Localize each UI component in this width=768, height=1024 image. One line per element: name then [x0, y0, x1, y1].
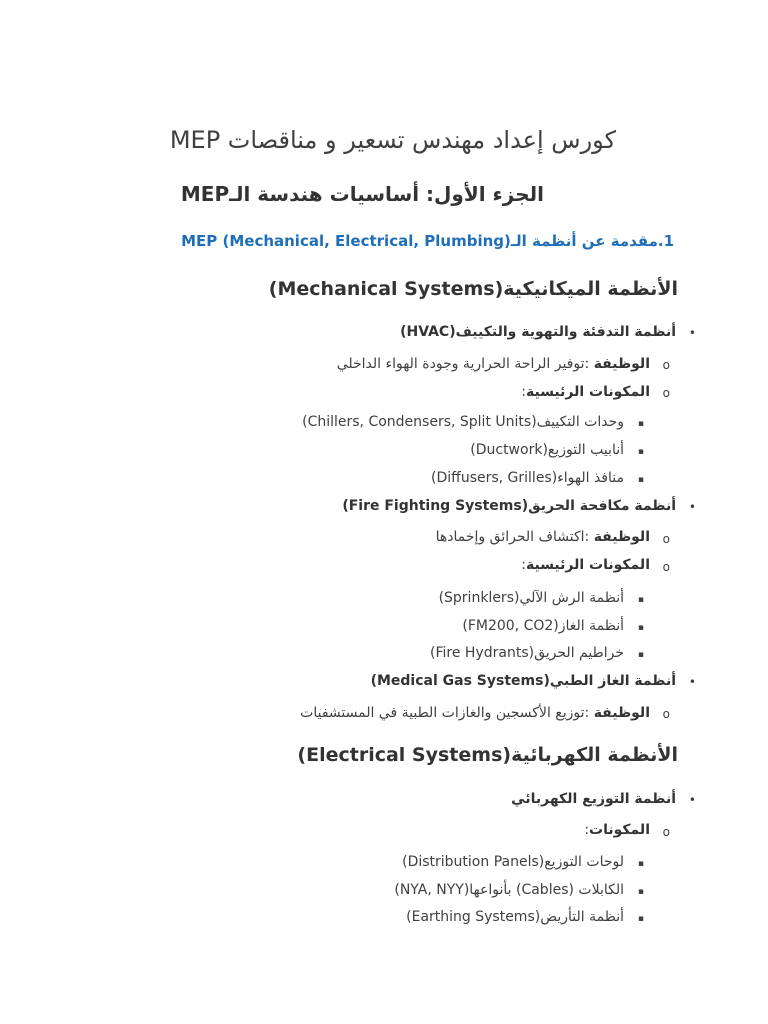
medical-function [300, 705, 650, 721]
bullet-marker: • [688, 326, 696, 340]
item-marker: ▪ [637, 650, 644, 660]
distribution-components [584, 822, 650, 838]
sub-bullet-marker: o [662, 386, 670, 400]
fire-item: خراطيم الحريق(Fire Hydrants) [430, 645, 624, 661]
function-label: الوظيفة [593, 705, 650, 721]
item-marker: ▪ [637, 447, 644, 457]
distribution-item: أنظمة التأريض(Earthing Systems) [406, 909, 624, 925]
components-colon: : [521, 384, 526, 400]
hvac-item: منافذ الهواء(Diffusers, Grilles) [431, 470, 624, 486]
fire-function [436, 529, 650, 545]
bullet-marker: • [688, 500, 696, 514]
section-heading: 1.مقدمة عن أنظمة الـ(MEP (Mechanical, Electrical, Plumbing [181, 232, 674, 250]
sub-bullet-marker: o [662, 707, 670, 721]
function-text: :اكتشاف الحرائق وإخمادها [435, 529, 594, 545]
bullet-marker: • [688, 675, 696, 689]
item-marker: ▪ [637, 887, 644, 897]
sub-bullet-marker: o [662, 560, 670, 574]
components-label: المكونات الرئيسية [525, 557, 650, 573]
function-text: :توفير الراحة الحرارية وجودة الهواء الداخلي [336, 356, 594, 372]
fire-item: أنظمة الرش الآلي(Sprinklers) [438, 590, 624, 606]
components-colon: : [584, 822, 590, 838]
components-label: المكونات [589, 822, 650, 838]
mechanical-heading: الأنظمة الميكانيكية(Mechanical Systems) [268, 278, 678, 300]
hvac-function [337, 356, 650, 372]
medical-title: أنظمة الغاز الطبي(Medical Gas Systems) [370, 673, 676, 689]
hvac-item: أنابيب التوزيع(Ductwork) [470, 442, 624, 458]
components-label: المكونات الرئيسية [525, 384, 650, 400]
hvac-item: وحدات التكييف(Chillers, Condensers, Split Units) [302, 414, 624, 430]
distribution-item: لوحات التوزيع(Distribution Panels) [402, 854, 624, 870]
distribution-title: أنظمة التوزيع الكهربائي [511, 791, 676, 807]
fire-item: أنظمة الغاز(FM200, CO2) [462, 618, 624, 634]
electrical-heading: الأنظمة الكهربائية(Electrical Systems) [297, 744, 678, 766]
sub-bullet-marker: o [662, 825, 670, 839]
hvac-title: أنظمة التدفئة والتهوية والتكييف(HVAC) [400, 324, 676, 340]
components-colon: : [521, 557, 526, 573]
part-heading: الجزء الأول: أساسيات هندسة الـMEP [180, 182, 544, 206]
course-title: كورس إعداد مهندس تسعير و مناقصات MEP [169, 126, 616, 154]
item-marker: ▪ [637, 419, 644, 429]
item-marker: ▪ [637, 623, 644, 633]
distribution-item: الكابلات (Cables) بأنواعها(NYA, NYY) [394, 882, 624, 898]
sub-bullet-marker: o [662, 532, 670, 546]
hvac-components [521, 384, 650, 400]
function-text: :توزيع الأكسجين والغازات الطبية في المستشفيات [300, 705, 594, 721]
item-marker: ▪ [637, 595, 644, 605]
function-label: الوظيفة [593, 356, 650, 372]
item-marker: ▪ [637, 475, 644, 485]
bullet-marker: • [688, 793, 696, 807]
item-marker: ▪ [637, 859, 644, 869]
function-label: الوظيفة [593, 529, 650, 545]
fire-title: أنظمة مكافحة الحريق(Fire Fighting Systems) [342, 498, 676, 514]
item-marker: ▪ [637, 914, 644, 924]
sub-bullet-marker: o [662, 358, 670, 372]
fire-components [521, 557, 650, 573]
